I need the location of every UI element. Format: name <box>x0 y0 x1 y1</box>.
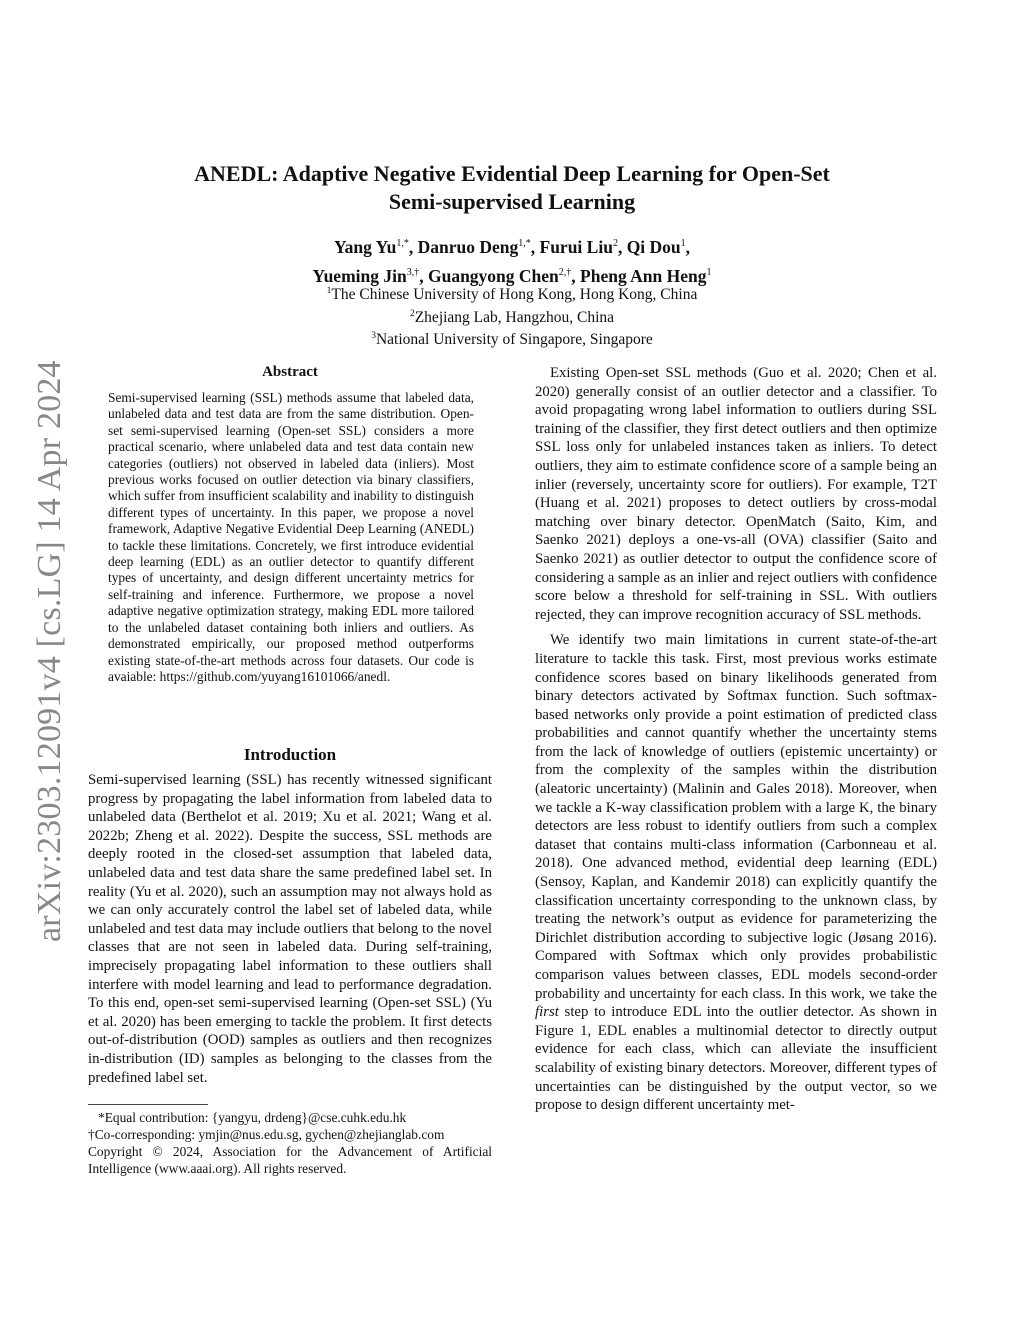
right-column <box>535 364 937 1115</box>
footnote-corresponding: †Co-corresponding: ymjin@nus.edu.sg, gychen@zhejianglab.com <box>88 1127 445 1142</box>
paragraph-limitations <box>535 631 937 1114</box>
author-name: Yang Yu <box>333 236 397 257</box>
affiliation-text: The Chinese University of Hong Kong, Hong Kong, China <box>331 286 698 304</box>
title-line-1: ANEDL: Adaptive Negative Evidential Deep Learning for Open-Set <box>194 161 830 186</box>
affiliation <box>120 305 904 328</box>
affiliation-sup: 2 <box>409 308 415 319</box>
affiliation <box>120 282 904 305</box>
author-name: Pheng Ann Heng <box>580 265 707 286</box>
author-name: Guangyong Chen <box>427 265 559 286</box>
affiliation-text: National University of Singapore, Singapore <box>375 331 653 349</box>
author-sup: 2,† <box>558 266 572 278</box>
author-sup: 1,* <box>518 238 531 249</box>
footnote-equal-contribution: *Equal contribution: {yangyu, drdeng}@cse.cuhk.edu.hk <box>98 1110 407 1125</box>
author-name: Yueming Jin <box>312 265 407 286</box>
footnotes <box>88 1109 492 1177</box>
author-sup: 1 <box>680 238 686 249</box>
introduction-heading: Introduction <box>243 745 337 764</box>
author-sup: 2 <box>612 238 618 249</box>
affiliation-sup: 3 <box>371 331 376 342</box>
author-name: Qi Dou <box>626 236 681 257</box>
paragraph-existing-methods: Existing Open-set SSL methods (Guo et al. 2020; Chen et al. 2020) generally consist of an outlier detector and a classifier. To avoid propagating wrong label information to outliers during SSL training of the classifier, they first detect outliers and then optimize SSL loss only for unlabeled instances taken as inliers. To detect outliers, they aim to estimate confidence score of a sample being an inlier (reversely, uncertainty score for outliers). For example, T2T (Huang et al. 2021) proposes to detect outliers by cross-modal matching over binary detector. OpenMatch (Saito, Kim, and Saenko 2021) deploys a one-vs-all (OVA) classifier (Saito and Saenko 2021) as outlier detector to output the confidence score of considering a sample as an inlier and reject outliers with confidence score below a threshold for self-training in SSL. With outliers rejected, they can improve recognition accuracy of SSL methods. <box>535 365 937 623</box>
abstract-body: Semi-supervised learning (SSL) methods assume that labeled data, unlabeled data and test data are from the same distribution. Open-set semi-supervised learning (Open-set SSL) considers a more practical scenario, where unlabeled data and test data contain new categories (outliers) not observed in labeled data (inliers). Most previous works focused on outlier detection via binary classifiers, which suffer from insufficient scalability and inability to distinguish different types of uncertainty. In this paper, we propose a novel framework, Adaptive Negative Evidential Deep Learning (ANEDL) to tackle these limitations. Concretely, we first introduce evidential deep learning (EDL) as an outlier detector to quantify different types of uncertainty, and design different uncertainty metrics for self-training and inference. Furthermore, we propose a novel adaptive negative optimization strategy, making EDL more tailored to the unlabeled dataset containing both inliers and outliers. As demonstrated empirically, our proposed method outperforms existing state-of-the-art methods across four datasets. Our code is avaiable: https://github.com/yuyang16101066/anedl. <box>108 390 474 684</box>
author-line-2: Yueming Jin$^{3,\dagger}$, Guangyong Chen$^{2,\dagger}$, Pheng Ann Heng$^1$ <box>312 265 712 286</box>
title-line-2: Semi-supervised Learning <box>388 189 636 214</box>
author-sup: 3,† <box>406 266 420 278</box>
arxiv-identifier: arXiv:2303.12091v4 [cs.LG] 14 Apr 2024 <box>31 360 68 942</box>
author-name: Danruo Deng <box>417 236 519 257</box>
affiliation <box>120 327 904 350</box>
affiliation-text: Zhejiang Lab, Hangzhou, China <box>414 308 615 326</box>
paper-title <box>120 160 904 216</box>
affiliation-sup: 1 <box>326 286 332 296</box>
emphasis-text: first <box>535 1004 559 1021</box>
author-list <box>120 231 904 289</box>
footnote-copyright: Copyright © 2024, Association for the Advancement of Artificial Intelligence (www.aaai.org). All rights reserved. <box>88 1144 492 1176</box>
paragraph-text: step to introduce EDL into the outlier detector. As shown in Figure 1, EDL enables a multinomial detector to directly output evidence for each class, which can alleviate the insufficient scalability of existing binary detectors. Moreover, different types of uncertainties can be distinguished by the output vector, so we propose to design different uncertainty met- <box>535 1004 937 1114</box>
paragraph-text: We identify two main limitations in current state-of-the-art literature to tackle this task. First, most previous works estimate confidence scores based on binary likelihoods generated from binary detectors activated by Softmax function. Such softmax-based networks only provide a point estimation of predicted class probabilities and cannot quantify whether the uncertainty stems from the lack of knowledge of outliers (epistemic uncertainty) or from the complexity of the samples within the distribution (aleatoric uncertainty) (Malinin and Gales 2018). Moreover, when we tackle a K-way classification problem with a large K, the binary detectors are less robust to identify outliers from such a complex dataset that contains multi-class information (Carbonneau et al. 2018). One advanced method, evidential deep learning (EDL) (Sensoy, Kaplan, and Kandemir 2018) can explicitly quantify the classification uncertainty corresponding to the unknown class, by treating the network’s output as evidence for parameterizing the Dirichlet distribution according to subjective logic (Jøsang 2016). Compared with Softmax which only provides probabilistic comparison values between classes, EDL models second-order probability and uncertainty for each class. In this work, we take the <box>535 632 937 1002</box>
author-line-1: Yang $Yu^{1,*}$, Danruo Deng$^{1,*}$, Furui Liu$^2$, Qi Dou$^1$, <box>333 236 691 257</box>
abstract-heading: Abstract <box>262 364 318 380</box>
footnote-divider <box>88 1104 208 1105</box>
introduction-body: Semi-supervised learning (SSL) has recently witnessed significant progress by propagating the label information from labeled data to unlabeled data (Berthelot et al. 2019; Xu et al. 2021; Wang et al. 2022b; Zheng et al. 2022). Despite the success, SSL methods are deeply rooted in the closed-set assumption that labeled data, unlabeled data and test data share the same predefined label set. In reality (Yu et al. 2020), such an assumption may not always hold as we can only accurately control the label set of labeled data, while unlabeled and test data may include outliers that belong to the novel classes that are not seen in labeled data. During self-training, imprecisely propagating label information to these outliers shall interfere with model learning and lead to performance degradation. To this end, open-set semi-supervised learning (Open-set SSL) (Yu et al. 2020) has been emerging to tackle the problem. It first detects out-of-distribution (OOD) samples as outliers and then recognizes in-distribution (ID) samples as belonging to the classes from the predefined label set. <box>88 772 492 1086</box>
author-sup: 1 <box>706 266 712 278</box>
author-name: Furui Liu <box>539 236 613 257</box>
affiliations <box>120 282 904 350</box>
author-sup: 1,* <box>396 238 409 249</box>
